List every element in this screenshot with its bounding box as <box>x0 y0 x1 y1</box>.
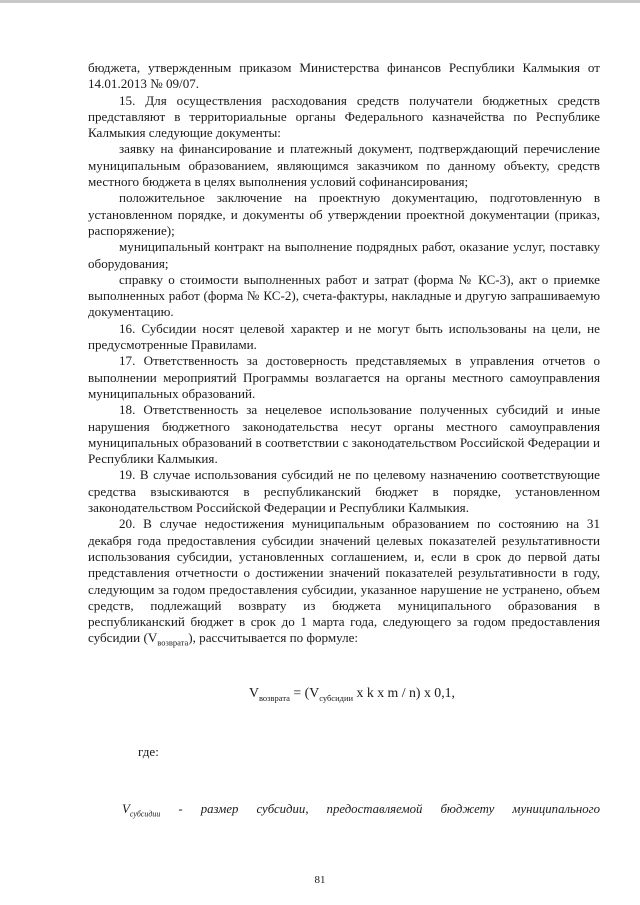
paragraph-20 <box>88 516 600 651</box>
formula-s-sub: субсидии <box>319 693 354 704</box>
document-body <box>88 60 600 822</box>
scan-top-edge <box>0 0 640 3</box>
paragraph-20-text: 20. В случае недостижения муниципальным образованием по состоянию на 31 декабря года предоставления субсидии значений целевых показателей результативности использования субсидии, установленных соглашением, и, если в срок до первой даты представления отчетности о достижении значений показателей результативности в году, следующим за годом предоставления субсидии, указанное нарушение не устранено, объем средств, подлежащий возврату из бюджета муниципального образования в республиканский бюджет в срок до 1 марта года, следующего за годом предоставления субсидии ( <box>88 516 600 646</box>
page-number: 81 <box>314 874 326 886</box>
formula-mid: = (V <box>289 685 320 701</box>
list-item-certificate: справку о стоимости выполненных работ и затрат (форма № КС-3), акт о приемке выполненных работ (форма № КС-2), счета-фактуры, накладные и другую запрашиваемую документацию. <box>88 271 600 320</box>
paragraph-19: 19. В случае использования субсидий не по целевому назначению соответствующие средства взыскиваются в республиканский бюджет в порядке, установленном законодательством Российской Федерации и Республики Калмыкия. <box>88 467 600 516</box>
paragraph-18: 18. Ответственность за нецелевое использование полученных субсидий и иные нарушения бюджетного законодательства несут органы местного самоуправления муниципальных образований в соответствии с законодательством Российской Федерации и Республики Калмыкия. <box>88 402 600 467</box>
paragraph-20-end: ), рассчитывается по формуле: <box>188 630 359 646</box>
list-item-conclusion: положительное заключение на проектную документацию, подготовленную в установленном порядке, и документы об утверждении проектной документации (приказ, распоряжение); <box>88 190 600 238</box>
formula <box>88 685 600 706</box>
list-item-application: заявку на финансирование и платежный документ, подтверждающий перечисление муниципальным образованием, являющимся заказчиком по данному объекту, средств местного бюджета в целях выполнения условий софинансирования; <box>88 141 600 190</box>
definition-v-sub: субсидии <box>129 809 161 819</box>
definition-v-subsidy <box>122 801 600 823</box>
paragraph-continuation: бюджета, утвержденным приказом Министерства финансов Республики Калмыкия от 14.01.2013 № 09/07. <box>88 60 600 92</box>
list-item-contract: муниципальный контракт на выполнение подрядных работ, оказание услуг, поставку оборудования; <box>88 239 600 271</box>
formula-v-sub: возврата <box>258 693 290 704</box>
definition-v: V <box>122 801 130 816</box>
definition-text: - размер субсидии, предоставляемой бюджету муниципального <box>178 801 601 816</box>
where-label: где: <box>138 744 159 760</box>
paragraph-17: 17. Ответственность за достоверность представляемых в управления отчетов о выполнении мероприятий Программы возлагается на органы местного самоуправления муниципальных образований. <box>88 353 600 401</box>
paragraph-20-var: V <box>147 630 158 646</box>
paragraph-16: 16. Субсидии носят целевой характер и не могут быть использованы на цели, не предусмотренные Правилами. <box>88 320 600 353</box>
formula-v: V <box>248 685 259 701</box>
paragraph-20-var-sub: возврата <box>157 638 189 648</box>
formula-rest: x k x m / n) x 0,1, <box>353 685 456 701</box>
paragraph-15: 15. Для осуществления расходования средств получатели бюджетных средств представляют в территориальные органы Федерального казначейства по Республике Калмыкия следующие документы: <box>88 92 600 141</box>
